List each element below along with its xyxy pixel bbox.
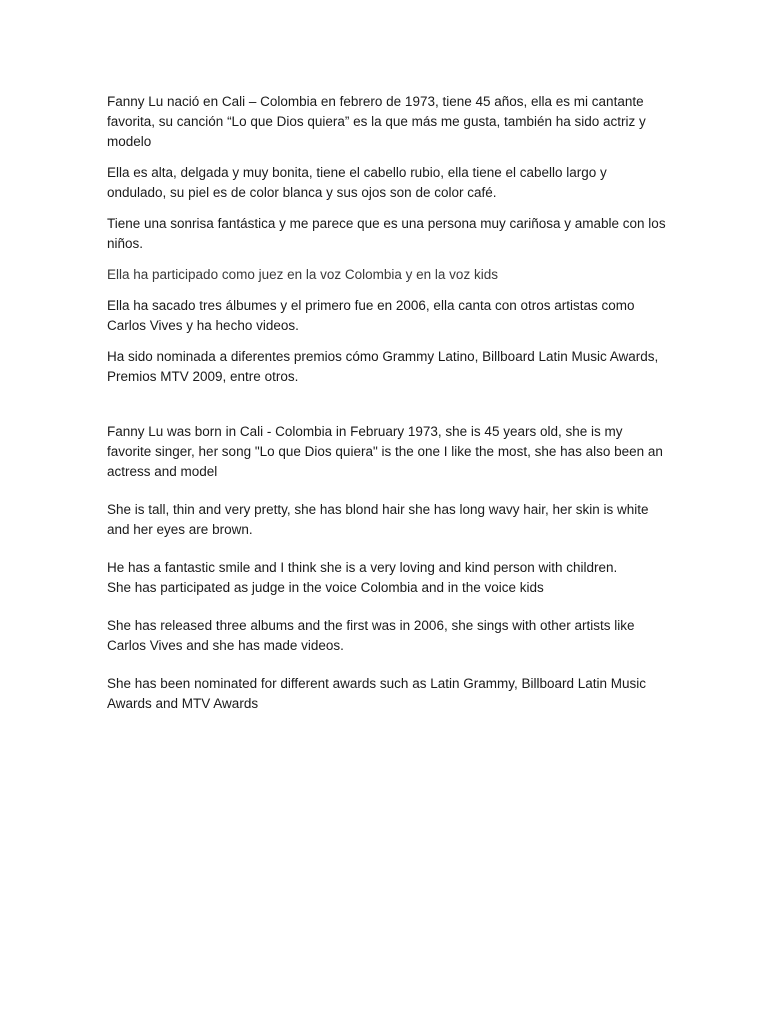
spanish-paragraph-6: Ha sido nominada a diferentes premios cómo Grammy Latino, Billboard Latin Music Awards, Premios MTV 2009, entre otros. xyxy=(107,349,659,384)
english-section xyxy=(107,422,667,714)
document-body xyxy=(107,92,667,732)
spanish-paragraph-5: Ella ha sacado tres álbumes y el primero fue en 2006, ella canta con otros artistas como Carlos Vives y ha hecho videos. xyxy=(107,298,635,333)
english-paragraph-2: She is tall, thin and very pretty, she has blond hair she has long wavy hair, her skin is white and her eyes are brown. xyxy=(107,502,649,537)
english-paragraph-1: Fanny Lu was born in Cali - Colombia in February 1973, she is 45 years old, she is my favorite singer, her song "Lo que Dios quiera" is the one I like the most, she has also been an actress and model xyxy=(107,424,663,479)
english-paragraph-5: She has released three albums and the first was in 2006, she sings with other artists like Carlos Vives and she has made videos. xyxy=(107,618,635,653)
english-paragraph-4: She has participated as judge in the voice Colombia and in the voice kids xyxy=(107,580,544,595)
spanish-section xyxy=(107,92,667,387)
spanish-paragraph-1: Fanny Lu nació en Cali – Colombia en febrero de 1973, tiene 45 años, ella es mi cantante favorita, su canción “Lo que Dios quiera” es la que más me gusta, también ha sido actriz y modelo xyxy=(107,94,646,149)
english-paragraph-3: He has a fantastic smile and I think she is a very loving and kind person with children. xyxy=(107,560,618,575)
spanish-paragraph-2: Ella es alta, delgada y muy bonita, tiene el cabello rubio, ella tiene el cabello largo y ondulado, su piel es de color blanca y sus ojos son de color café. xyxy=(107,165,607,200)
english-paragraph-6: She has been nominated for different awards such as Latin Grammy, Billboard Latin Music Awards and MTV Awards xyxy=(107,676,647,711)
section-spacer xyxy=(107,398,667,422)
spanish-paragraph-4: Ella ha participado como juez en la voz Colombia y en la voz kids xyxy=(107,267,498,282)
spanish-paragraph-3: Tiene una sonrisa fantástica y me parece que es una persona muy cariñosa y amable con los niños. xyxy=(107,216,666,251)
